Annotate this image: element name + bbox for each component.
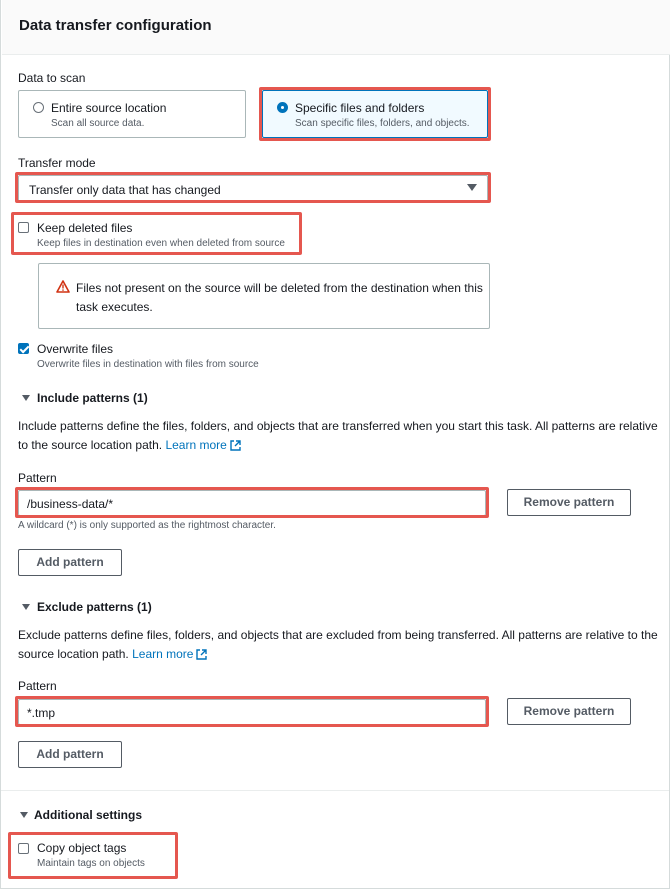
overwrite-checkbox[interactable] <box>18 343 29 354</box>
tile-description: Scan specific files, folders, and objects. <box>295 118 470 129</box>
highlight-box <box>8 832 178 879</box>
include-add-pattern-button[interactable]: Add pattern <box>18 549 122 576</box>
radio-entire-source[interactable] <box>33 102 44 113</box>
highlight-box <box>259 87 491 141</box>
include-patterns-heading[interactable]: Include patterns (1) <box>37 391 148 405</box>
learn-more-link[interactable] <box>132 647 207 661</box>
panel-header <box>2 0 670 55</box>
include-pattern-label: Pattern <box>18 471 57 485</box>
warning-text: Files not present on the source will be deleted from the destination when this task executes. <box>76 281 483 314</box>
tile-title: Entire source location <box>51 101 167 115</box>
overwrite-title: Overwrite files <box>37 342 114 356</box>
include-remove-pattern-button[interactable]: Remove pattern <box>507 489 631 516</box>
warning-alert <box>38 263 490 329</box>
expand-triangle-icon[interactable] <box>22 395 30 401</box>
include-pattern-value: /business-data/* <box>27 497 114 511</box>
radio-tile-entire-source[interactable] <box>18 90 246 138</box>
include-description-text: Include patterns define the files, folders, and objects that are transferred when you start this task. All patterns are relative to the source location path. <box>18 419 658 452</box>
learn-more-label: Learn more <box>132 647 194 661</box>
external-link-icon <box>230 440 241 451</box>
exclude-remove-pattern-button[interactable]: Remove pattern <box>507 698 631 725</box>
copy-tags-title: Copy object tags <box>37 841 127 855</box>
keep-deleted-title: Keep deleted files <box>37 221 133 235</box>
exclude-add-pattern-button[interactable]: Add pattern <box>18 741 122 768</box>
expand-triangle-icon[interactable] <box>20 812 28 818</box>
additional-settings-heading[interactable]: Additional settings <box>34 808 142 822</box>
keep-deleted-description: Keep files in destination even when deleted from source <box>37 238 285 249</box>
panel-title: Data transfer configuration <box>19 17 212 34</box>
section-divider <box>1 790 669 791</box>
wildcard-hint: A wildcard (*) is only supported as the rightmost character. <box>18 520 276 531</box>
exclude-patterns-heading[interactable]: Exclude patterns (1) <box>37 600 152 614</box>
learn-more-label: Learn more <box>165 438 227 452</box>
include-description <box>18 417 658 455</box>
expand-triangle-icon[interactable] <box>22 604 30 610</box>
learn-more-link[interactable] <box>165 438 240 452</box>
data-to-scan-label: Data to scan <box>18 71 86 85</box>
highlight-box <box>11 212 302 255</box>
highlight-box <box>15 696 489 727</box>
highlight-box <box>15 172 491 203</box>
exclude-description-text: Exclude patterns define files, folders, and objects that are excluded from being transferred. All patterns are relative to the source location path. <box>18 628 658 661</box>
tile-description: Scan all source data. <box>51 118 145 129</box>
transfer-mode-label: Transfer mode <box>18 156 96 170</box>
exclude-pattern-label: Pattern <box>18 679 57 693</box>
transfer-mode-value: Transfer only data that has changed <box>29 183 221 197</box>
highlight-box <box>15 487 489 518</box>
exclude-description <box>18 626 658 664</box>
overwrite-description: Overwrite files in destination with files from source <box>37 359 259 370</box>
external-link-icon <box>196 649 207 660</box>
copy-tags-description: Maintain tags on objects <box>37 858 145 869</box>
warning-icon <box>56 280 70 298</box>
exclude-pattern-value: *.tmp <box>27 706 56 720</box>
tile-title: Specific files and folders <box>295 101 425 115</box>
